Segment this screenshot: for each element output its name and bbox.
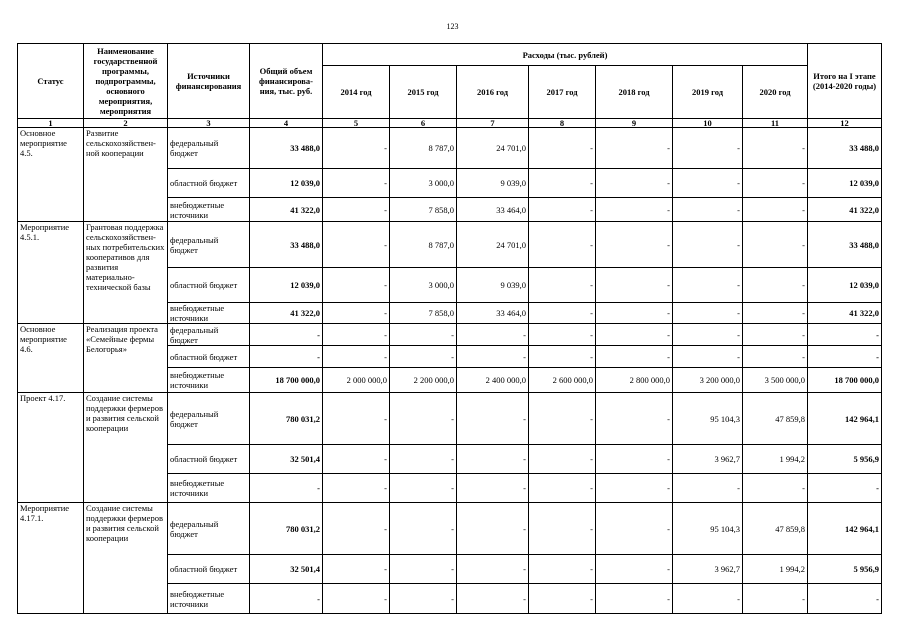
row-total: 33 488,0 [250,128,323,169]
header-stage-total: Итого на I этапе (2014-2020 годы) [808,44,882,119]
row-year-value: - [596,128,673,169]
header-year: 2018 год [596,66,673,119]
column-number: 10 [673,119,743,128]
column-number: 9 [596,119,673,128]
header-sources: Источники финансирования [168,44,250,119]
header-year: 2019 год [673,66,743,119]
row-year-value: - [529,555,596,584]
row-year-value: - [743,584,808,614]
row-total: 780 031,2 [250,503,323,555]
row-year-value: - [596,303,673,324]
row-stage-total: - [808,324,882,346]
row-year-value: 3 962,7 [673,555,743,584]
row-year-value: - [323,324,390,346]
row-year-value: 24 701,0 [457,222,529,268]
row-stage-total: 41 322,0 [808,303,882,324]
row-year-value: - [673,303,743,324]
row-year-value: - [323,303,390,324]
row-year-value: 33 464,0 [457,303,529,324]
header-year: 2014 год [323,66,390,119]
row-year-value: - [390,393,457,445]
header-name: Наименование государственной программы, подпрограммы, основного мероприятия, мероприятия [84,44,168,119]
row-year-value: 95 104,3 [673,393,743,445]
row-name: Развитие сельскохозяйствен-ной кооперации [84,128,168,222]
column-number: 1 [18,119,84,128]
header-year: 2017 год [529,66,596,119]
row-source: областной бюджет [168,268,250,303]
header-total-volume: Общий объем финансирова-ния, тыс. руб. [250,44,323,119]
row-year-value: 1 994,2 [743,445,808,474]
row-year-value: 47 859,8 [743,393,808,445]
header-year: 2015 год [390,66,457,119]
row-year-value: - [390,555,457,584]
row-year-value: 2 200 000,0 [390,368,457,393]
row-year-value: - [323,169,390,198]
row-year-value: - [743,324,808,346]
row-total: 33 488,0 [250,222,323,268]
row-year-value: - [673,584,743,614]
row-year-value: - [457,474,529,503]
header-status: Статус [18,44,84,119]
row-total: 32 501,4 [250,445,323,474]
row-year-value: - [529,584,596,614]
row-source: внебюджетные источники [168,474,250,503]
row-year-value: - [596,555,673,584]
row-year-value: - [390,503,457,555]
funding-table [17,43,882,614]
row-year-value: - [743,303,808,324]
row-total: - [250,324,323,346]
column-number: 2 [84,119,168,128]
row-total: 12 039,0 [250,268,323,303]
row-year-value: - [596,169,673,198]
row-year-value: - [529,324,596,346]
row-name: Создание системы поддержки фермеров и развития сельской кооперации [84,393,168,503]
row-year-value: - [323,584,390,614]
column-number: 12 [808,119,882,128]
row-year-value: - [529,393,596,445]
row-year-value: - [390,474,457,503]
table-row [18,324,882,346]
row-name: Создание системы поддержки фермеров и развития сельской кооперации [84,503,168,614]
row-year-value: - [673,222,743,268]
column-number: 3 [168,119,250,128]
row-year-value: - [390,584,457,614]
row-stage-total: - [808,474,882,503]
row-year-value: 2 400 000,0 [457,368,529,393]
row-year-value: - [596,222,673,268]
row-stage-total: - [808,584,882,614]
row-year-value: - [596,346,673,368]
row-year-value: - [529,198,596,222]
row-status: Проект 4.17. [18,393,84,503]
row-year-value: 2 000 000,0 [323,368,390,393]
row-year-value: - [457,445,529,474]
row-source: областной бюджет [168,555,250,584]
row-year-value: - [390,445,457,474]
row-year-value: - [457,584,529,614]
row-total: - [250,474,323,503]
row-year-value: 9 039,0 [457,169,529,198]
row-name: Грантовая поддержка сельскохозяйствен-ных потребительских кооперативов для развития материально-технической базы [84,222,168,324]
row-year-value: - [390,346,457,368]
row-stage-total: 5 956,9 [808,445,882,474]
row-year-value: 24 701,0 [457,128,529,169]
row-year-value: - [323,346,390,368]
row-year-value: 9 039,0 [457,268,529,303]
row-year-value: 3 200 000,0 [673,368,743,393]
row-year-value: 2 800 000,0 [596,368,673,393]
row-year-value: - [323,474,390,503]
row-stage-total: 5 956,9 [808,555,882,584]
row-source: областной бюджет [168,169,250,198]
header-expenses: Расходы (тыс. рублей) [323,44,808,66]
row-stage-total: 142 964,1 [808,393,882,445]
row-status: Основное мероприятие 4.6. [18,324,84,393]
row-stage-total: - [808,346,882,368]
row-total: - [250,584,323,614]
row-year-value: - [596,393,673,445]
row-year-value: - [323,268,390,303]
column-number: 5 [323,119,390,128]
row-year-value: - [529,222,596,268]
row-source: федеральный бюджет [168,503,250,555]
row-year-value: 95 104,3 [673,503,743,555]
row-total: 41 322,0 [250,303,323,324]
row-year-value: 8 787,0 [390,128,457,169]
row-year-value: - [529,503,596,555]
row-source: федеральный бюджет [168,324,250,346]
row-year-value: - [529,169,596,198]
table-row [18,222,882,268]
row-year-value: 3 962,7 [673,445,743,474]
row-name: Реализация проекта «Семейные фермы Белогорья» [84,324,168,393]
row-stage-total: 12 039,0 [808,169,882,198]
row-year-value: 33 464,0 [457,198,529,222]
row-stage-total: 33 488,0 [808,128,882,169]
header-year: 2016 год [457,66,529,119]
row-total: 780 031,2 [250,393,323,445]
table-row [18,503,882,555]
row-total: 12 039,0 [250,169,323,198]
row-year-value: 8 787,0 [390,222,457,268]
row-stage-total: 41 322,0 [808,198,882,222]
row-year-value: - [323,503,390,555]
row-year-value: - [743,268,808,303]
row-year-value: - [596,198,673,222]
row-year-value: - [323,445,390,474]
row-year-value: - [529,268,596,303]
row-year-value: - [323,222,390,268]
row-year-value: - [673,169,743,198]
page-number: 123 [446,22,459,31]
table-row [18,393,882,445]
row-year-value: - [596,324,673,346]
row-year-value: - [743,128,808,169]
row-year-value: - [596,584,673,614]
row-year-value: - [743,474,808,503]
row-source: федеральный бюджет [168,128,250,169]
row-year-value: - [529,303,596,324]
row-total: 32 501,4 [250,555,323,584]
row-year-value: - [323,128,390,169]
row-year-value: - [529,474,596,503]
row-year-value: - [457,555,529,584]
row-year-value: 3 500 000,0 [743,368,808,393]
header-year: 2020 год [743,66,808,119]
row-year-value: 3 000,0 [390,268,457,303]
row-year-value: - [743,169,808,198]
row-year-value: 3 000,0 [390,169,457,198]
row-year-value: 7 858,0 [390,198,457,222]
column-number: 6 [390,119,457,128]
row-year-value: - [673,268,743,303]
table-row [18,128,882,169]
row-year-value: - [529,346,596,368]
row-year-value: - [596,503,673,555]
row-year-value: - [457,324,529,346]
row-year-value: 1 994,2 [743,555,808,584]
row-source: внебюджетные источники [168,368,250,393]
row-stage-total: 33 488,0 [808,222,882,268]
row-source: внебюджетные источники [168,303,250,324]
column-number: 4 [250,119,323,128]
row-year-value: - [743,198,808,222]
row-source: областной бюджет [168,445,250,474]
row-total: 18 700 000,0 [250,368,323,393]
row-source: федеральный бюджет [168,393,250,445]
row-total: 41 322,0 [250,198,323,222]
row-year-value: - [673,128,743,169]
row-total: - [250,346,323,368]
row-stage-total: 12 039,0 [808,268,882,303]
row-source: внебюджетные источники [168,584,250,614]
row-status: Мероприятие 4.17.1. [18,503,84,614]
row-year-value: - [596,268,673,303]
row-source: федеральный бюджет [168,222,250,268]
row-stage-total: 142 964,1 [808,503,882,555]
row-year-value: - [673,346,743,368]
row-year-value: - [743,222,808,268]
row-status: Основное мероприятие 4.5. [18,128,84,222]
row-year-value: - [457,346,529,368]
row-year-value: - [529,128,596,169]
row-year-value: - [673,324,743,346]
row-year-value: - [390,324,457,346]
row-year-value: - [323,198,390,222]
column-number: 11 [743,119,808,128]
row-year-value: - [323,393,390,445]
column-number: 7 [457,119,529,128]
row-year-value: - [743,346,808,368]
row-year-value: - [529,445,596,474]
row-year-value: 47 859,8 [743,503,808,555]
row-year-value: - [323,555,390,584]
row-year-value: - [673,474,743,503]
row-year-value: - [596,445,673,474]
row-source: областной бюджет [168,346,250,368]
row-source: внебюджетные источники [168,198,250,222]
row-year-value: 7 858,0 [390,303,457,324]
row-stage-total: 18 700 000,0 [808,368,882,393]
row-year-value: - [457,393,529,445]
row-status: Мероприятие 4.5.1. [18,222,84,324]
row-year-value: - [457,503,529,555]
row-year-value: - [673,198,743,222]
column-number: 8 [529,119,596,128]
row-year-value: - [596,474,673,503]
row-year-value: 2 600 000,0 [529,368,596,393]
